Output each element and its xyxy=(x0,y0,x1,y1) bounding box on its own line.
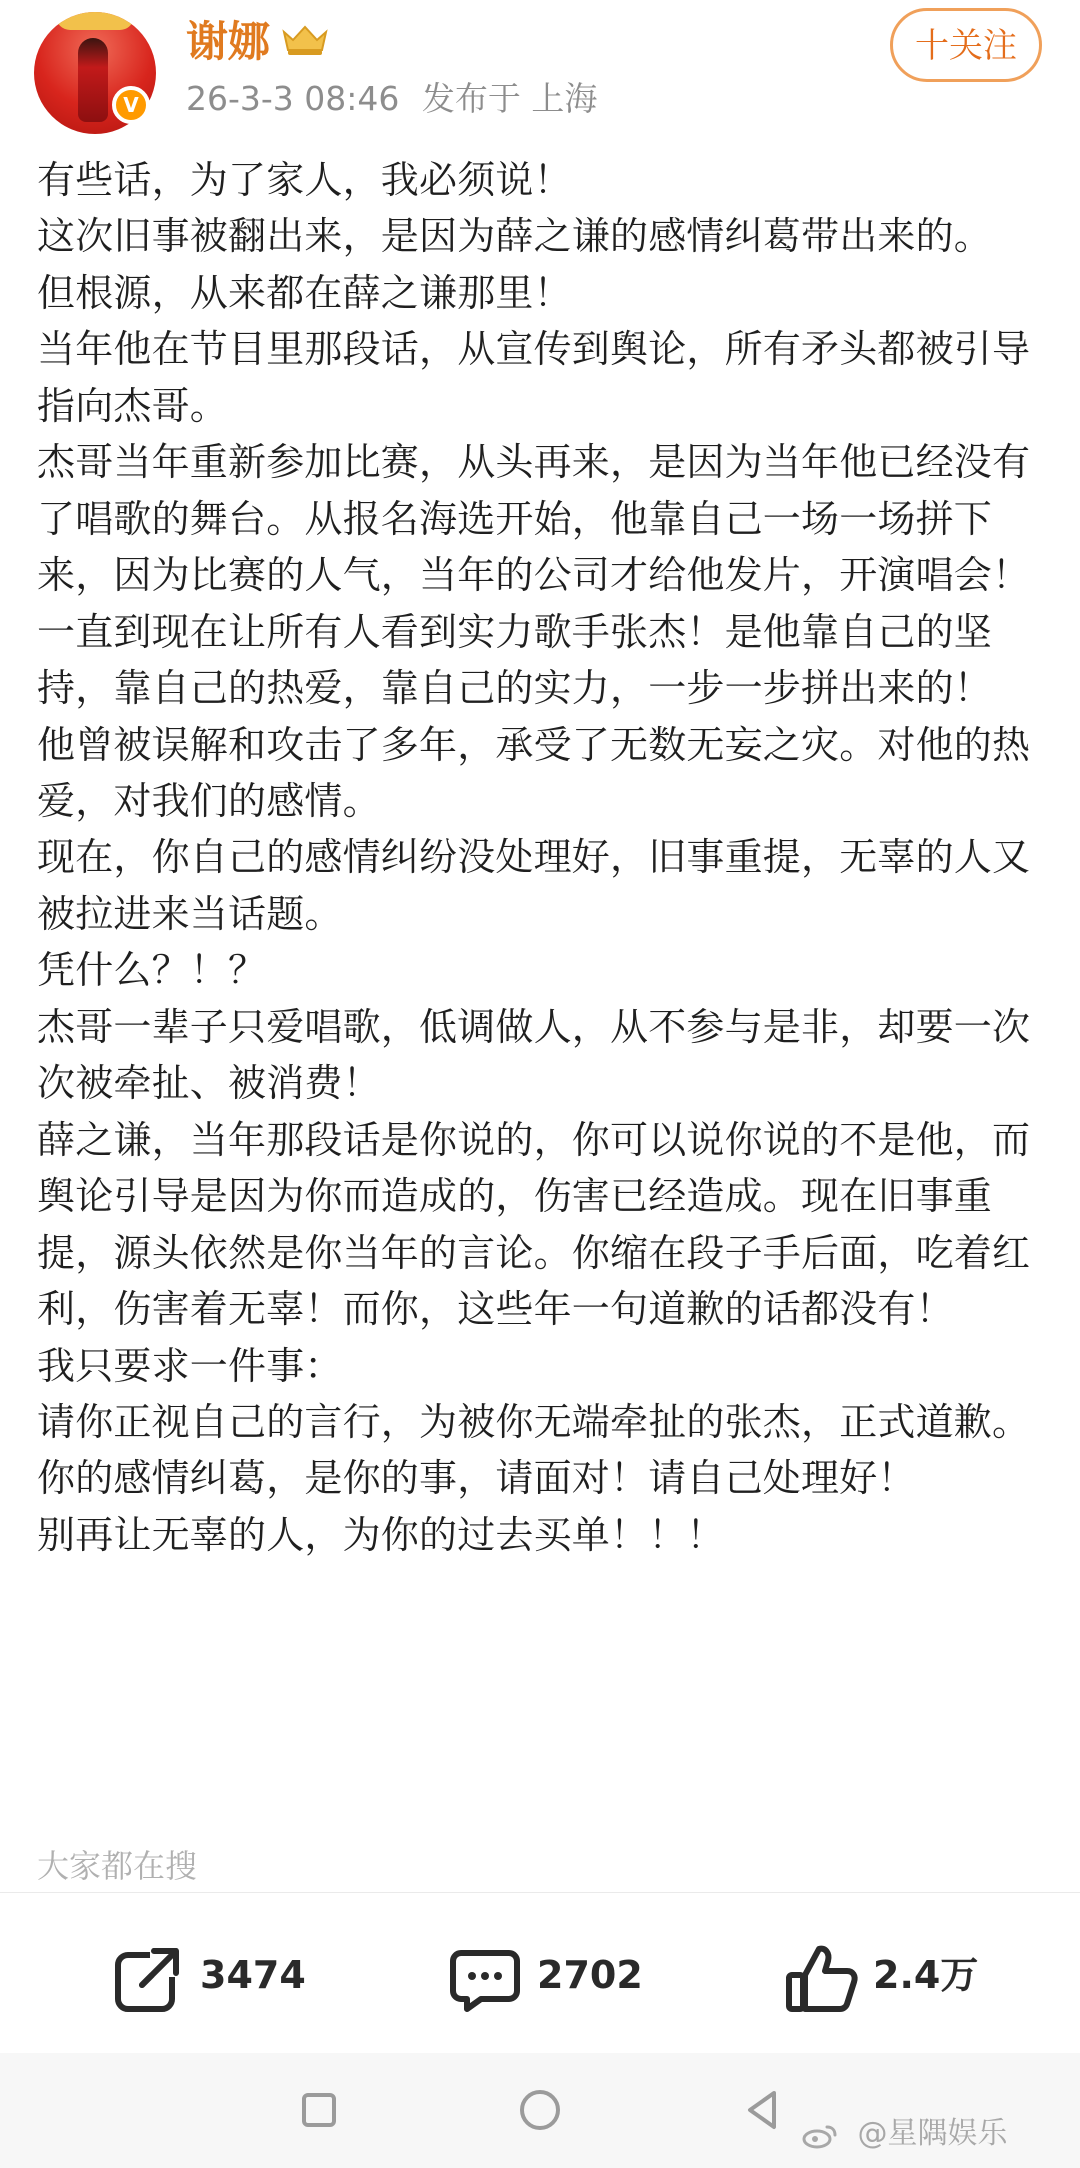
paragraph-12: 请你正视自己的言行，为被你无端牵扯的张杰，正式道歉。 xyxy=(37,1399,1031,1444)
repost-count: 3474 xyxy=(200,1953,306,1997)
paragraph-2: 这次旧事被翻出来，是因为薛之谦的感情纠葛带出来的。 xyxy=(37,214,993,259)
circle-icon[interactable] xyxy=(513,2083,567,2137)
follow-button[interactable]: 十关注 xyxy=(890,8,1042,82)
like-button[interactable] xyxy=(783,1941,993,2021)
paragraph-1: 有些话，为了家人，我必须说！ xyxy=(37,158,572,202)
post-actions-toolbar xyxy=(0,1893,1080,2053)
paragraph-5: 杰哥当年重新参加比赛，从头再来，是因为当年他已经没有了唱歌的舞台。从报名海选开始，他靠自己一场一场拼下来，因为比赛的人气，当年的公司才给他发片，开演唱会！一直到现在让所有人看到实力歌手张杰！是他靠自己的坚持，靠自己的热爱，靠自己的实力，一步一步拼出来的！ xyxy=(37,440,1031,711)
trending-search-label[interactable]: 大家都在搜 xyxy=(37,1847,198,1885)
post-location: 发布于 上海 xyxy=(421,79,598,118)
paragraph-9: 杰哥一辈子只爱唱歌，低调做人，从不参与是非，却要一次次被牵扯、被消费！ xyxy=(37,1004,1031,1106)
like-count: 2.4万 xyxy=(873,1953,979,1997)
thumb-up-icon xyxy=(783,1941,859,2017)
crown-icon xyxy=(278,20,332,58)
comment-count: 2702 xyxy=(537,1953,643,1997)
paragraph-13: 你的感情纠葛，是你的事，请面对！请自己处理好！ xyxy=(37,1456,916,1501)
paragraph-4: 当年他在节目里那段话，从宣传到舆论，所有矛头都被引导指向杰哥。 xyxy=(37,327,1031,428)
watermark xyxy=(800,2112,1008,2156)
verified-badge-icon: V xyxy=(112,86,150,124)
post-header xyxy=(0,0,1080,150)
post-meta xyxy=(186,79,597,119)
comment-bubble-icon xyxy=(447,1941,523,2017)
paragraph-6: 他曾被误解和攻击了多年，承受了无数无妄之灾。对他的热爱，对我们的感情。 xyxy=(37,722,1031,823)
avatar-decoration xyxy=(56,12,134,30)
paragraph-8: 凭什么？！？ xyxy=(37,948,267,993)
repost-button[interactable] xyxy=(110,1941,320,2021)
paragraph-11: 我只要求一件事： xyxy=(37,1343,343,1388)
post-content xyxy=(37,152,1040,1563)
watermark-text: @星隅娱乐 xyxy=(857,2116,1008,2151)
weibo-icon xyxy=(800,2120,840,2150)
comment-button[interactable] xyxy=(447,1941,657,2021)
triangle-back-icon[interactable] xyxy=(736,2083,790,2137)
username[interactable]: 谢娜 xyxy=(186,17,271,66)
paragraph-14: 别再让无辜的人，为你的过去买单！！！ xyxy=(37,1512,725,1557)
post-date: 26-3-3 08:46 xyxy=(186,79,400,118)
avatar-figure xyxy=(78,38,108,122)
paragraph-3: 但根源，从来都在薛之谦那里！ xyxy=(37,270,572,315)
paragraph-10: 薛之谦，当年那段话是你说的，你可以说你说的不是他，而舆论引导是因为你而造成的，伤害已经造成。现在旧事重提，源头依然是你当年的言论。你缩在段子手后面，吃着红利，伤害着无辜！而你，这些年一句道歉的话都没有！ xyxy=(37,1117,1031,1332)
paragraph-7: 现在，你自己的感情纠纷没处理好，旧事重提，无辜的人又被拉进来当话题。 xyxy=(37,835,1031,936)
square-icon[interactable] xyxy=(292,2083,346,2137)
share-arrow-icon xyxy=(110,1941,186,2017)
